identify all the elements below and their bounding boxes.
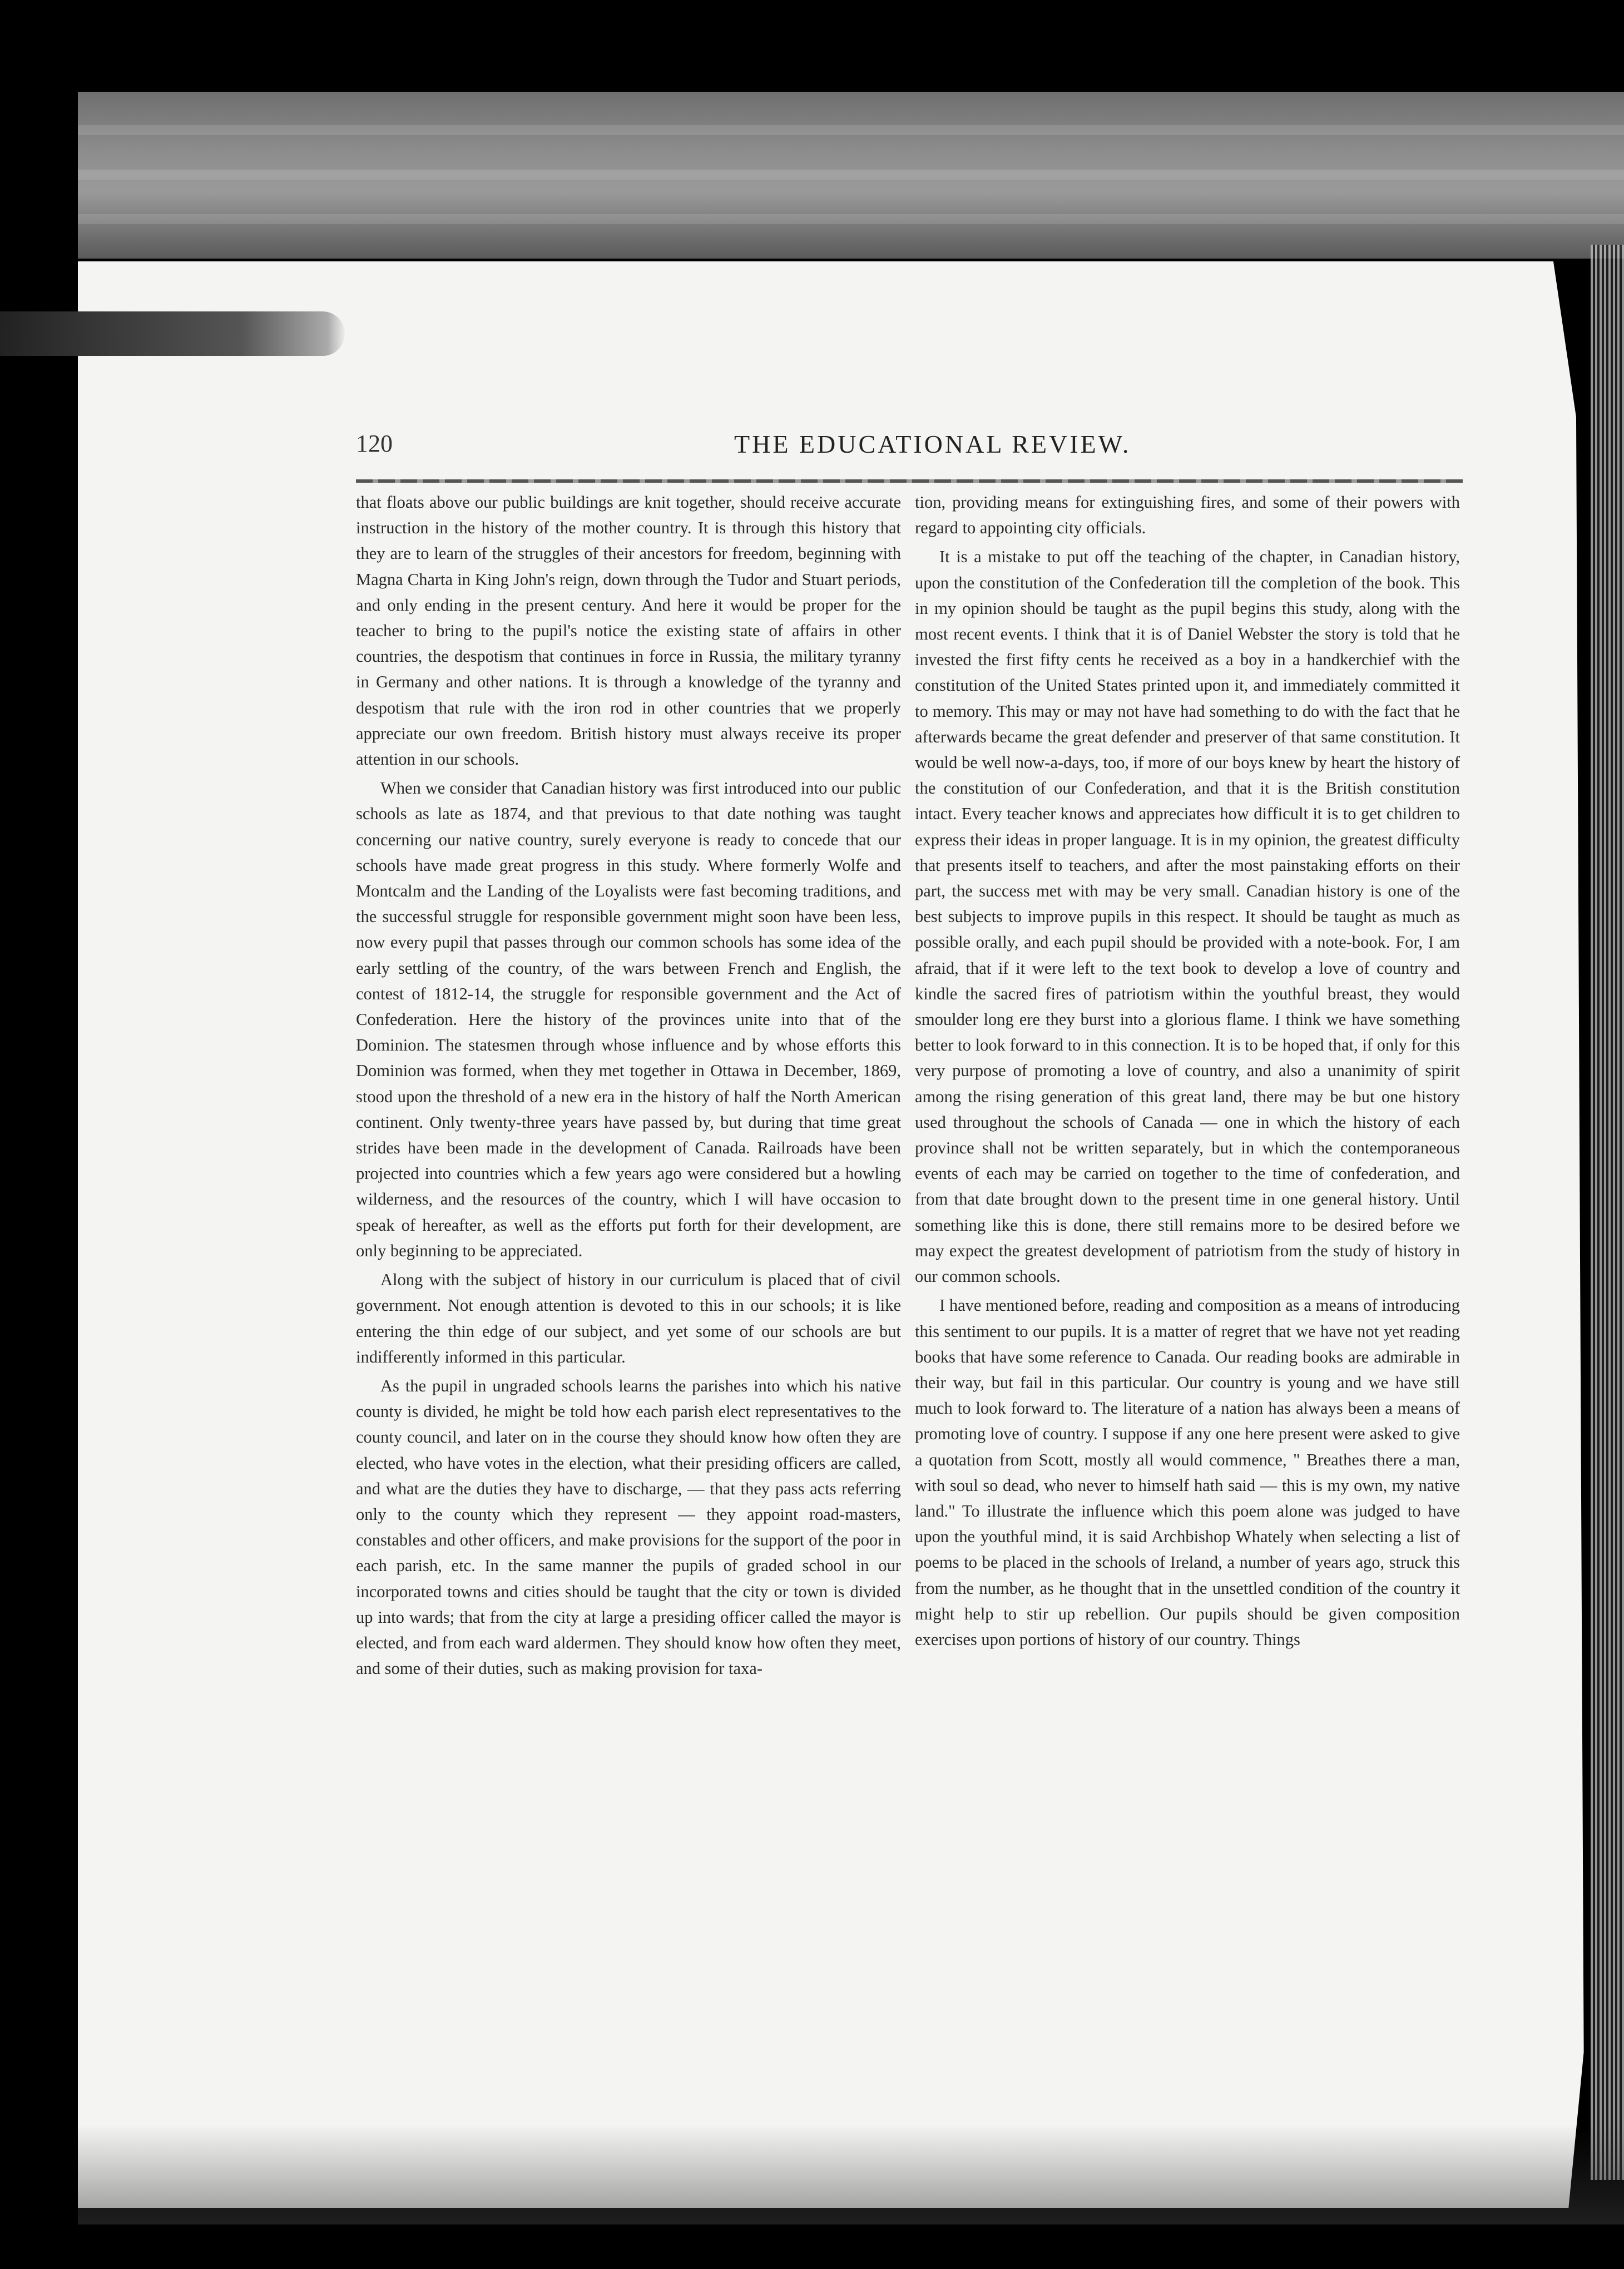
- paragraph: tion, providing means for extinguishing fires, and some of their powers with regard to appointing city officials.: [915, 493, 1460, 538]
- paragraph: It is a mistake to put off the teaching of the chapter, in Canadian history, upon the constitution of the Confederation till the completion of the book. This in my opinion should be taught as the pupil begins this study, along with the most recent events. I think that it is of Daniel Webster the story is told that he invested the first fifty cents he received as a boy in a handkerchief with the constitution of the United States printed upon it, and immediately committed it to memory. This may or may not have had something to do with the fact that he afterwards became the great defender and preserver of that same constitution. It would be well now-a-days, too, if more of our boys knew by heart the history of the constitution of our Confederation, and that it is the British constitution intact. Every teacher knows and appreciates how difficult it is to get children to express their ideas in proper language. It is in my opinion, the greatest difficulty that presents itself to teachers, and after the most painstaking efforts on their part, the success met with may be very small. Canadian history is one of the best subjects to improve pupils in this respect. It should be taught as much as possible orally, and each pupil should be provided with a note-book. For, I am afraid, that if it were left to the text book to develop a love of country and kindle the sacred fires of patriotism within the youthful breast, they would smoulder long ere they burst into a glorious flame. I think we have something better to look forward to in this connection. It is to be hoped that, if only for this very purpose of promoting a love of country, and also a unanimity of spirit among the rising generation of this great land, there may be but one history used throughout the schools of Canada — one in which the history of each province shall not be written separately, but in which the contemporaneous events of each may be carried on together to the time of confederation, and from that date brought down to the present time in one general history. Until something like this is done, there still remains more to be desired before we may expect the greatest development of patriotism from the study of history in our common schools.: [915, 547, 1460, 1286]
- paragraph: I have mentioned before, reading and composition as a means of introducing this sentiment to our pupils. It is a matter of regret that we have not yet reading books that have some reference to Canada. Our reading books are admirable in their way, but fail in this particular. Our country is young and we have still much to look forward to. The literature of a nation has always been a means of promoting love of country. I suppose if any one here present were asked to give a quotation from Scott, mostly all would commence, " Breathes there a man, with soul so dead, who never to himself hath said — this is my own, my native land." To illustrate the influence which this poem alone was judged to have upon the youthful mind, it is said Archbishop Whately when selecting a list of poems to be placed in the schools of Ireland, a number of years ago, struck this from the number, as he thought that in the unsettled condition of the country it might help to stir up rebellion. Our pupils should be given composition exercises upon portions of history of our country. Things: [915, 1296, 1460, 1649]
- header-rule: [356, 479, 1463, 483]
- left-column: [356, 489, 901, 1681]
- scanner-margin: [78, 92, 1624, 259]
- paragraph: As the pupil in ungraded schools learns the parishes into which his native county is divided, he might be told how each parish elect representatives to the county council, and later on in the course they should know how often they are elected, who have votes in the election, what their presiding officers are called, and what are the duties they have to discharge, — that they pass acts referring only to the county which they represent — they appoint road-masters, constables and other officers, and make provisions for the support of the poor in each parish, etc. In the same manner the pupils of graded school in our incorporated towns and cities should be taught that the city or town is divided up into wards; that from the city at large a presiding officer called the mayor is elected, and from each ward aldermen. They should know how often they meet, and some of their duties, such as making provision for taxa-: [356, 1376, 901, 1678]
- paragraph: Along with the subject of history in our curriculum is placed that of civil government. Not enough attention is devoted to this in our schools; it is like entering the thin edge of our subject, and yet some of our schools are but indifferently informed in this particular.: [356, 1270, 901, 1366]
- binding-clip: [0, 311, 345, 356]
- right-column: [915, 489, 1460, 1652]
- page-number: 120: [356, 430, 393, 457]
- paragraph: When we consider that Canadian history was first introduced into our public schools as late as 1874, and that previous to that date nothing was taught concerning our native country, surely everyone is ready to concede that our schools have made great progress in this study. Where formerly Wolfe and Montcalm and the Landing of the Loyalists were fast becoming traditions, and the successful struggle for responsible government might soon have been less, now every pupil that passes through our common schools has some idea of the early settling of the country, of the wars between French and English, the contest of 1812-14, the struggle for responsible government and the Act of Confederation. Here the history of the provinces unite into that of the Dominion. The statesmen through whose influence and by whose efforts this Dominion was formed, when they met together in Ottawa in December, 1869, stood upon the threshold of a new era in the history of half the North American continent. Only twenty-three years have passed by, but during that time great strides have been made in the development of Canada. Railroads have been projected into countries which a few years ago were considered but a howling wilderness, and the resources of the country, which I will have occasion to speak of hereafter, as well as the efforts put forth for their development, are only beginning to be appreciated.: [356, 779, 901, 1260]
- page-header: [356, 429, 1463, 463]
- paragraph: that floats above our public buildings are knit together, should receive accurate instruction in the history of the mother country. It is through this history that they are to learn of the struggles of their ancestors for freedom, beginning with Magna Charta in King John's reign, down through the Tudor and Stuart periods, and only ending in the present century. And here it would be proper for the teacher to bring to the pupil's notice the existing state of affairs in other countries, the despotism that continues in force in Russia, the military tyranny in Germany and other nations. It is through a knowledge of the tyranny and despotism that rule with the iron rod in other countries that we properly appreciate our own freedom. British history must always receive its proper attention in our schools.: [356, 493, 901, 769]
- page-edge: [1591, 245, 1624, 2180]
- running-title: THE EDUCATIONAL REVIEW.: [734, 430, 1131, 458]
- scanner-bottom-shadow: [78, 2124, 1624, 2225]
